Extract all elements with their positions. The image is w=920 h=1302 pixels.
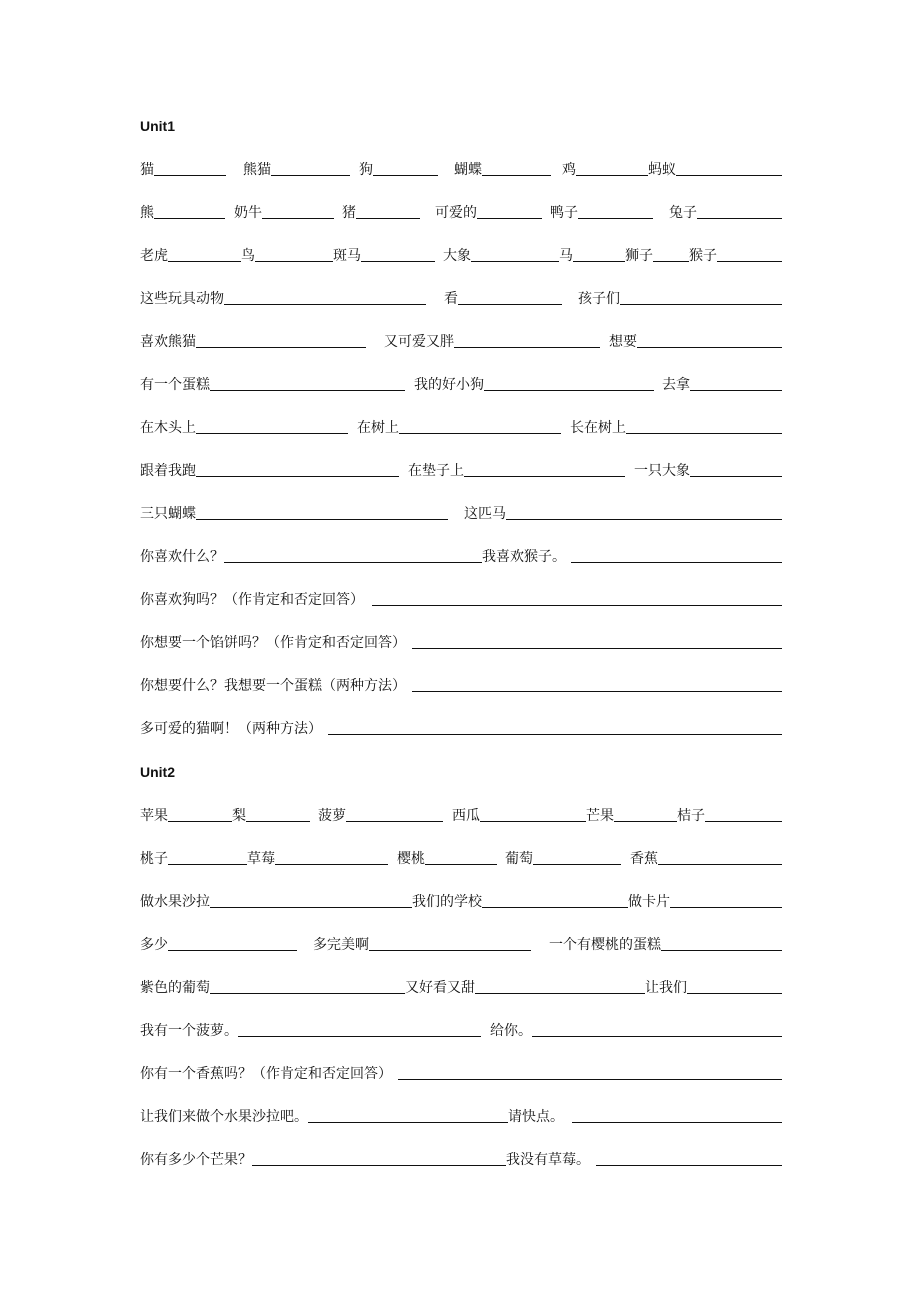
word-label: 樱桃 <box>397 851 425 867</box>
answer-blank[interactable] <box>471 261 559 262</box>
answer-blank[interactable] <box>328 734 782 735</box>
answer-blank[interactable] <box>620 304 782 305</box>
sentence-label: 让我们来做个水果沙拉吧。 <box>140 1109 308 1125</box>
answer-blank[interactable] <box>238 1036 481 1037</box>
phrase-label: 一只大象 <box>634 463 690 479</box>
word-label: 狗 <box>359 162 373 178</box>
unit2-phrase-row-1 <box>140 888 782 912</box>
answer-blank[interactable] <box>676 175 782 176</box>
answer-blank[interactable] <box>252 1165 506 1166</box>
answer-blank[interactable] <box>196 347 366 348</box>
answer-blank[interactable] <box>154 175 226 176</box>
word-label: 菠萝 <box>318 808 346 824</box>
answer-blank[interactable] <box>399 433 561 434</box>
answer-blank[interactable] <box>255 261 333 262</box>
word-label: 熊猫 <box>243 162 271 178</box>
sentence-label: 我喜欢猴子。 <box>482 549 566 565</box>
word-label: 奶牛 <box>234 205 262 221</box>
answer-blank[interactable] <box>690 476 782 477</box>
word-label: 香蕉 <box>630 851 658 867</box>
phrase-label: 看 <box>444 291 458 307</box>
answer-blank[interactable] <box>346 821 443 822</box>
phrase-label: 做卡片 <box>628 894 670 910</box>
word-label: 猫 <box>140 162 154 178</box>
sentence-label: 你喜欢什么？ <box>140 549 224 565</box>
answer-blank[interactable] <box>626 433 782 434</box>
phrase-label: 紫色的葡萄 <box>140 980 210 996</box>
phrase-label: 跟着我跑 <box>140 463 196 479</box>
answer-blank[interactable] <box>596 1165 782 1166</box>
answer-blank[interactable] <box>475 993 645 994</box>
answer-blank[interactable] <box>532 1036 782 1037</box>
word-label: 熊 <box>140 205 154 221</box>
answer-blank[interactable] <box>637 347 782 348</box>
answer-blank[interactable] <box>454 347 600 348</box>
word-label: 芒果 <box>586 808 614 824</box>
answer-blank[interactable] <box>572 1122 782 1123</box>
unit2-sentence-row-4 <box>140 1146 782 1170</box>
phrase-label: 在木头上 <box>140 420 196 436</box>
answer-blank[interactable] <box>477 218 542 219</box>
word-label: 葡萄 <box>505 851 533 867</box>
phrase-label: 又好看又甜 <box>405 980 475 996</box>
word-label: 鸟 <box>241 248 255 264</box>
answer-blank[interactable] <box>196 476 399 477</box>
phrase-label: 喜欢熊猫 <box>140 334 196 350</box>
phrase-label: 在垫子上 <box>408 463 464 479</box>
sentence-label: 你想要一个馅饼吗？（作肯定和否定回答） <box>140 635 406 651</box>
answer-blank[interactable] <box>372 605 782 606</box>
sentence-label: 你想要什么？我想要一个蛋糕（两种方法） <box>140 678 406 694</box>
sentence-label: 你有多少个芒果？ <box>140 1152 252 1168</box>
phrase-label: 让我们 <box>645 980 687 996</box>
phrase-label: 想要 <box>609 334 637 350</box>
answer-blank[interactable] <box>506 519 782 520</box>
word-label: 猴子 <box>689 248 717 264</box>
phrase-label: 这些玩具动物 <box>140 291 224 307</box>
answer-blank[interactable] <box>573 261 625 262</box>
answer-blank[interactable] <box>614 821 677 822</box>
phrase-label: 三只蝴蝶 <box>140 506 196 522</box>
word-label: 草莓 <box>247 851 275 867</box>
answer-blank[interactable] <box>576 175 648 176</box>
word-label: 梨 <box>232 808 246 824</box>
unit1-vocab-row-1 <box>140 156 782 180</box>
answer-blank[interactable] <box>373 175 438 176</box>
unit1-heading: Unit1 <box>140 118 175 134</box>
sentence-label: 我有一个菠萝。 <box>140 1023 238 1039</box>
answer-blank[interactable] <box>224 304 426 305</box>
answer-blank[interactable] <box>154 218 225 219</box>
word-label: 大象 <box>443 248 471 264</box>
answer-blank[interactable] <box>262 218 334 219</box>
word-label: 斑马 <box>333 248 361 264</box>
answer-blank[interactable] <box>369 950 531 951</box>
phrase-label: 长在树上 <box>570 420 626 436</box>
unit1-phrase-row-6 <box>140 500 782 524</box>
phrase-label: 做水果沙拉 <box>140 894 210 910</box>
word-label: 马 <box>559 248 573 264</box>
sentence-label: 多可爱的猫啊！（两种方法） <box>140 721 322 737</box>
word-label: 鸭子 <box>550 205 578 221</box>
word-label: 老虎 <box>140 248 168 264</box>
phrase-label: 多完美啊 <box>313 937 369 953</box>
answer-blank[interactable] <box>458 304 562 305</box>
answer-blank[interactable] <box>705 821 782 822</box>
answer-blank[interactable] <box>482 907 628 908</box>
answer-blank[interactable] <box>482 175 551 176</box>
answer-blank[interactable] <box>210 907 412 908</box>
answer-blank[interactable] <box>697 218 782 219</box>
unit1-sentence-row-4 <box>140 672 782 696</box>
answer-blank[interactable] <box>578 218 653 219</box>
answer-blank[interactable] <box>412 648 782 649</box>
unit1-vocab-row-3 <box>140 242 782 266</box>
word-label: 桔子 <box>677 808 705 824</box>
answer-blank[interactable] <box>687 993 782 994</box>
unit1-sentence-row-3 <box>140 629 782 653</box>
answer-blank[interactable] <box>398 1079 782 1080</box>
answer-blank[interactable] <box>361 261 435 262</box>
unit2-heading: Unit2 <box>140 764 175 780</box>
word-label: 蝴蝶 <box>454 162 482 178</box>
answer-blank[interactable] <box>168 821 232 822</box>
answer-blank[interactable] <box>717 261 782 262</box>
unit2-sentence-row-1 <box>140 1017 782 1041</box>
unit1-vocab-row-2 <box>140 199 782 223</box>
unit1-phrase-row-2 <box>140 328 782 352</box>
phrase-label: 多少 <box>140 937 168 953</box>
sentence-label: 你喜欢狗吗？（作肯定和否定回答） <box>140 592 364 608</box>
answer-blank[interactable] <box>275 864 388 865</box>
unit1-sentence-row-2 <box>140 586 782 610</box>
answer-blank[interactable] <box>224 562 482 563</box>
answer-blank[interactable] <box>480 821 586 822</box>
phrase-label: 这匹马 <box>464 506 506 522</box>
answer-blank[interactable] <box>533 864 621 865</box>
unit1-sentence-row-1 <box>140 543 782 567</box>
answer-blank[interactable] <box>210 390 405 391</box>
phrase-label: 去拿 <box>662 377 690 393</box>
phrase-label: 又可爱又胖 <box>384 334 454 350</box>
sentence-label: 你有一个香蕉吗？（作肯定和否定回答） <box>140 1066 392 1082</box>
unit2-sentence-row-3 <box>140 1103 782 1127</box>
answer-blank[interactable] <box>308 1122 508 1123</box>
phrase-label: 一个有樱桃的蛋糕 <box>549 937 661 953</box>
unit2-phrase-row-3 <box>140 974 782 998</box>
answer-blank[interactable] <box>484 390 654 391</box>
unit2-vocab-row-1 <box>140 802 782 826</box>
phrase-label: 有一个蛋糕 <box>140 377 210 393</box>
word-label: 兔子 <box>669 205 697 221</box>
unit2-vocab-row-2 <box>140 845 782 869</box>
word-label: 西瓜 <box>452 808 480 824</box>
answer-blank[interactable] <box>196 433 348 434</box>
unit2-phrase-row-2 <box>140 931 782 955</box>
unit1-sentence-row-5 <box>140 715 782 739</box>
answer-blank[interactable] <box>653 261 689 262</box>
word-label: 猪 <box>342 205 356 221</box>
word-label: 可爱的 <box>435 205 477 221</box>
unit1-phrase-row-3 <box>140 371 782 395</box>
unit1-phrase-row-4 <box>140 414 782 438</box>
word-label: 苹果 <box>140 808 168 824</box>
word-label: 鸡 <box>562 162 576 178</box>
word-label: 蚂蚁 <box>648 162 676 178</box>
answer-blank[interactable] <box>661 950 782 951</box>
answer-blank[interactable] <box>168 261 241 262</box>
sentence-label: 我没有草莓。 <box>506 1152 590 1168</box>
answer-blank[interactable] <box>356 218 420 219</box>
answer-blank[interactable] <box>168 950 297 951</box>
phrase-label: 我们的学校 <box>412 894 482 910</box>
unit2-sentence-row-2 <box>140 1060 782 1084</box>
answer-blank[interactable] <box>196 519 448 520</box>
answer-blank[interactable] <box>690 390 782 391</box>
answer-blank[interactable] <box>210 993 405 994</box>
phrase-label: 我的好小狗 <box>414 377 484 393</box>
answer-blank[interactable] <box>571 562 782 563</box>
answer-blank[interactable] <box>464 476 625 477</box>
answer-blank[interactable] <box>271 175 350 176</box>
unit1-phrase-row-5 <box>140 457 782 481</box>
word-label: 狮子 <box>625 248 653 264</box>
phrase-label: 在树上 <box>357 420 399 436</box>
phrase-label: 孩子们 <box>578 291 620 307</box>
answer-blank[interactable] <box>670 907 782 908</box>
unit1-phrase-row-1 <box>140 285 782 309</box>
answer-blank[interactable] <box>658 864 782 865</box>
answer-blank[interactable] <box>412 691 782 692</box>
word-label: 桃子 <box>140 851 168 867</box>
answer-blank[interactable] <box>425 864 497 865</box>
answer-blank[interactable] <box>246 821 310 822</box>
sentence-label: 请快点。 <box>508 1109 564 1125</box>
sentence-label: 给你。 <box>490 1023 532 1039</box>
answer-blank[interactable] <box>168 864 247 865</box>
